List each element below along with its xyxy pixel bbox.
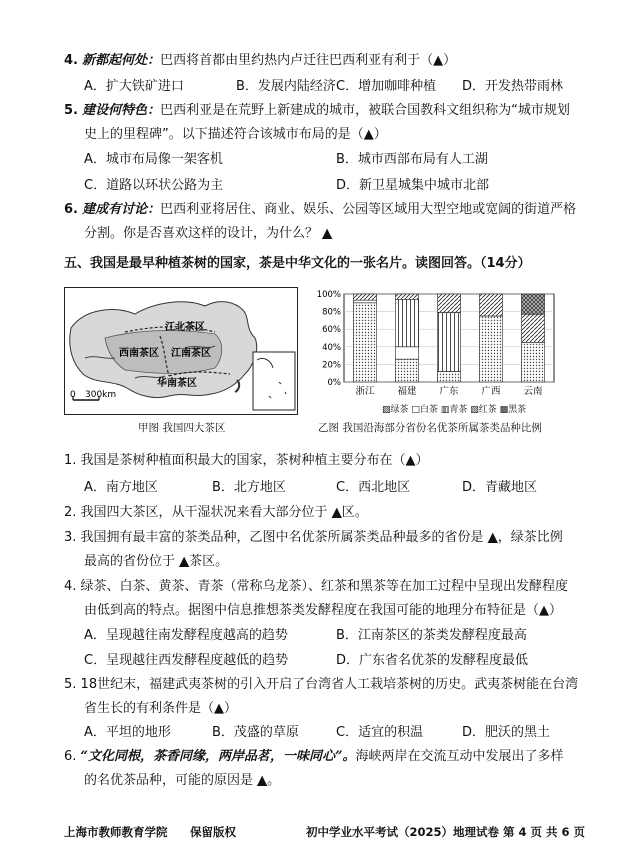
- s5q6-text-line2: 的名优茶品种，可能的原因是: [84, 773, 254, 788]
- s5q6-stem: [64, 748, 564, 766]
- s5q3-text-b: ，绿茶比例: [497, 530, 563, 545]
- q5-option-b: B．城市西部布局有人工湖: [336, 152, 488, 167]
- s5q6-text-line1: 海峡两岸在交流互动中发展出了多样: [355, 749, 564, 764]
- footer-page-info: 初中学业水平考试（2025）地理试卷 第 4 页 共 6 页: [306, 825, 586, 839]
- s5q2-number: 2.: [64, 505, 77, 520]
- q4-stem: [64, 52, 456, 70]
- q6-answer-blank[interactable]: ▲: [322, 226, 333, 241]
- bar-segment-福建-白茶: [395, 347, 418, 359]
- q5-text-line1: 巴西利亚是在荒野上新建成的城市，被联合国教科文组织称为“城市规划: [160, 103, 570, 118]
- legend-red: ▧红茶: [470, 405, 497, 415]
- q4-tag: 新都起何处：: [82, 53, 161, 68]
- map-caption: 甲图 我国四大茶区: [138, 422, 226, 434]
- s5q1-number: 1.: [64, 453, 77, 468]
- s5q4-text-line1: 绿茶、白茶、黄茶、青茶（常称乌龙茶）、红茶和黑茶等在加工过程中呈现出发酵程度: [80, 579, 569, 594]
- map-drawing: [65, 288, 297, 414]
- s5q5-option-d: D．肥沃的黑土: [462, 725, 551, 740]
- legend-white: □白茶: [411, 405, 438, 415]
- s5q5-text-line2: 省生长的有利条件是（▲）: [84, 701, 237, 716]
- s5q6-answer-blank[interactable]: ▲: [257, 773, 268, 788]
- bar-segment-广西-绿茶: [479, 316, 502, 382]
- y-tick-label: 60%: [322, 325, 341, 336]
- q6-stem: [64, 201, 576, 219]
- label-jiangnan: 江南茶区: [171, 348, 211, 359]
- s5q5-option-c: C．适宜的积温: [336, 725, 424, 740]
- q6-tag: 建成有讨论：: [82, 202, 161, 217]
- s5q5-option-a: A．平坦的地形: [84, 725, 171, 740]
- bar-segment-福建-绿茶: [395, 359, 418, 382]
- s5q3-text-c: 最高的省份位于: [84, 554, 176, 569]
- y-tick-label: 40%: [322, 342, 341, 353]
- q6-text-line1: 巴西利亚将居住、商业、娱乐、公园等区域用大型空地或宽阔的街道严格: [160, 202, 577, 217]
- bar-segment-广东-红茶: [437, 294, 460, 312]
- section5-title: 五、我国是最早种植茶树的国家，茶是中华文化的一张名片。读图回答。（14分）: [64, 256, 531, 271]
- label-xinan: 西南茶区: [119, 348, 159, 359]
- bar-segment-浙江-红茶: [353, 294, 376, 300]
- q4-number: 4.: [64, 53, 78, 68]
- s5q1-option-a: A．南方地区: [84, 480, 158, 495]
- s5q1-text: 我国是茶树种植面积最大的国家，茶树种植主要分布在（▲）: [80, 453, 429, 468]
- south-sea-inset: [253, 352, 295, 410]
- q5-option-c: C．道路以环状公路为主: [84, 178, 224, 193]
- s5q3-text-d: 茶区。: [189, 554, 229, 569]
- s5q4-option-c: C．呈现越往西发酵程度越低的趋势: [84, 653, 289, 668]
- q5-option-d: D．新卫星城集中城市北部: [336, 178, 490, 193]
- q4-option-d: D．开发热带雨林: [462, 79, 564, 94]
- q5-text-line2: 史上的里程碑”。以下描述符合该城市布局的是（▲）: [84, 127, 387, 142]
- chart-legend: [382, 402, 526, 415]
- bar-segment-福建-青茶: [395, 299, 418, 347]
- s5q6-number: 6.: [64, 749, 77, 764]
- bar-segment-广西-红茶: [479, 294, 502, 316]
- y-tick-label: 100%: [316, 290, 341, 300]
- chart-caption: 乙图 我国沿海部分省份名优茶所属茶类品种比例: [318, 422, 542, 434]
- label-jiangbei: 江北茶区: [165, 322, 205, 333]
- s5q4-option-b: B．江南茶区的茶类发酵程度最高: [336, 628, 527, 643]
- s5q6-quote: “文化同根，茶香同缘，两岸品茗，一味同心”。: [80, 749, 356, 764]
- q6-number: 6.: [64, 202, 78, 217]
- s5q5-number: 5.: [64, 677, 77, 692]
- bar-segment-云南-黑茶: [521, 294, 544, 314]
- bar-segment-云南-红茶: [521, 314, 544, 342]
- x-tick-label: 福建: [397, 386, 417, 397]
- x-tick-label: 云南: [523, 386, 543, 397]
- s5q6-line2: [84, 772, 280, 790]
- y-tick-label: 80%: [322, 307, 341, 318]
- bar-segment-云南-绿茶: [521, 342, 544, 382]
- s5q3-line2: [84, 553, 228, 571]
- s5q5-stem: [64, 676, 578, 694]
- s5q4-number: 4.: [64, 579, 77, 594]
- q4-text: 巴西将首都由里约热内卢迁往巴西利亚有利于（▲）: [160, 53, 457, 68]
- bar-segment-浙江-绿茶: [353, 303, 376, 382]
- s5q1-option-c: C．西北地区: [336, 480, 411, 495]
- bar-segment-福建-红茶: [395, 294, 418, 299]
- s5q4-option-a: A．呈现越往南发酵程度越高的趋势: [84, 628, 288, 643]
- s5q2-stem: [64, 504, 368, 522]
- s5q3-answer-blank-1[interactable]: ▲: [487, 530, 498, 545]
- x-tick-label: 浙江: [355, 386, 375, 397]
- legend-cyan: ▥青茶: [440, 405, 468, 415]
- bar-segment-浙江-白茶: [353, 300, 376, 303]
- x-tick-label: 广东: [439, 386, 459, 397]
- bar-segment-广东-青茶: [437, 312, 460, 371]
- s5q3-text-a: 我国拥有最丰富的茶类品种，乙图中名优茶所属茶类品种最多的省份是: [80, 530, 484, 545]
- s5q6-end: 。: [267, 773, 281, 788]
- q6-text-line2: [84, 225, 332, 243]
- y-tick-label: 0%: [327, 378, 341, 388]
- s5q1-option-b: B．北方地区: [212, 480, 286, 495]
- s5q2-answer-blank[interactable]: ▲: [331, 505, 342, 520]
- q5-number: 5.: [64, 103, 78, 118]
- q6-line2-text: 分割。你是否喜欢这样的设计，为什么？: [84, 226, 319, 241]
- chart-svg: [310, 286, 560, 416]
- s5q2-tail: 区。: [341, 505, 368, 520]
- x-tick-label: 广西: [481, 386, 501, 397]
- s5q5-option-b: B．茂盛的草原: [212, 725, 299, 740]
- bar-segment-广东-绿茶: [437, 371, 460, 382]
- s5q4-text-line2: 由低到高的特点。据图中信息推想茶类发酵程度在我国可能的地理分布特征是（▲）: [84, 603, 562, 618]
- scale-zero: 0: [70, 390, 76, 400]
- tea-chart: [310, 286, 560, 416]
- label-huanan: 华南茶区: [157, 378, 197, 389]
- s5q3-number: 3.: [64, 530, 77, 545]
- tea-region-map: [64, 287, 298, 415]
- s5q4-stem: [64, 578, 568, 596]
- legend-dark: ▩黑茶: [499, 405, 527, 415]
- s5q3-answer-blank-2[interactable]: ▲: [179, 554, 190, 569]
- footer-copyright: 保留版权: [190, 825, 236, 839]
- q5-tag: 建设何特色：: [82, 103, 161, 118]
- s5q1-option-d: D．青藏地区: [462, 480, 538, 495]
- legend-green: ▨绿茶: [382, 405, 409, 415]
- s5q5-text-line1: 18世纪末，福建武夷茶树的引入开启了台湾省人工栽培茶树的历史。武夷茶树能在台湾: [80, 677, 579, 692]
- s5q2-text: 我国四大茶区，从干湿状况来看大部分位于: [80, 505, 328, 520]
- s5q1-stem: [64, 452, 429, 470]
- q4-option-c: C．增加咖啡种植: [336, 79, 437, 94]
- q4-option-a: A．扩大铁矿进口: [84, 79, 184, 94]
- y-tick-label: 20%: [322, 360, 341, 371]
- q5-stem: [64, 102, 570, 120]
- footer-publisher: 上海市教师教育学院: [64, 825, 168, 839]
- s5q3-stem: [64, 529, 563, 547]
- q5-option-a: A．城市布局像一架客机: [84, 152, 223, 167]
- q4-option-b: B．发展内陆经济: [236, 79, 336, 94]
- scale-unit: 300km: [85, 390, 117, 400]
- s5q4-option-d: D．广东省名优茶的发酵程度最低: [336, 653, 529, 668]
